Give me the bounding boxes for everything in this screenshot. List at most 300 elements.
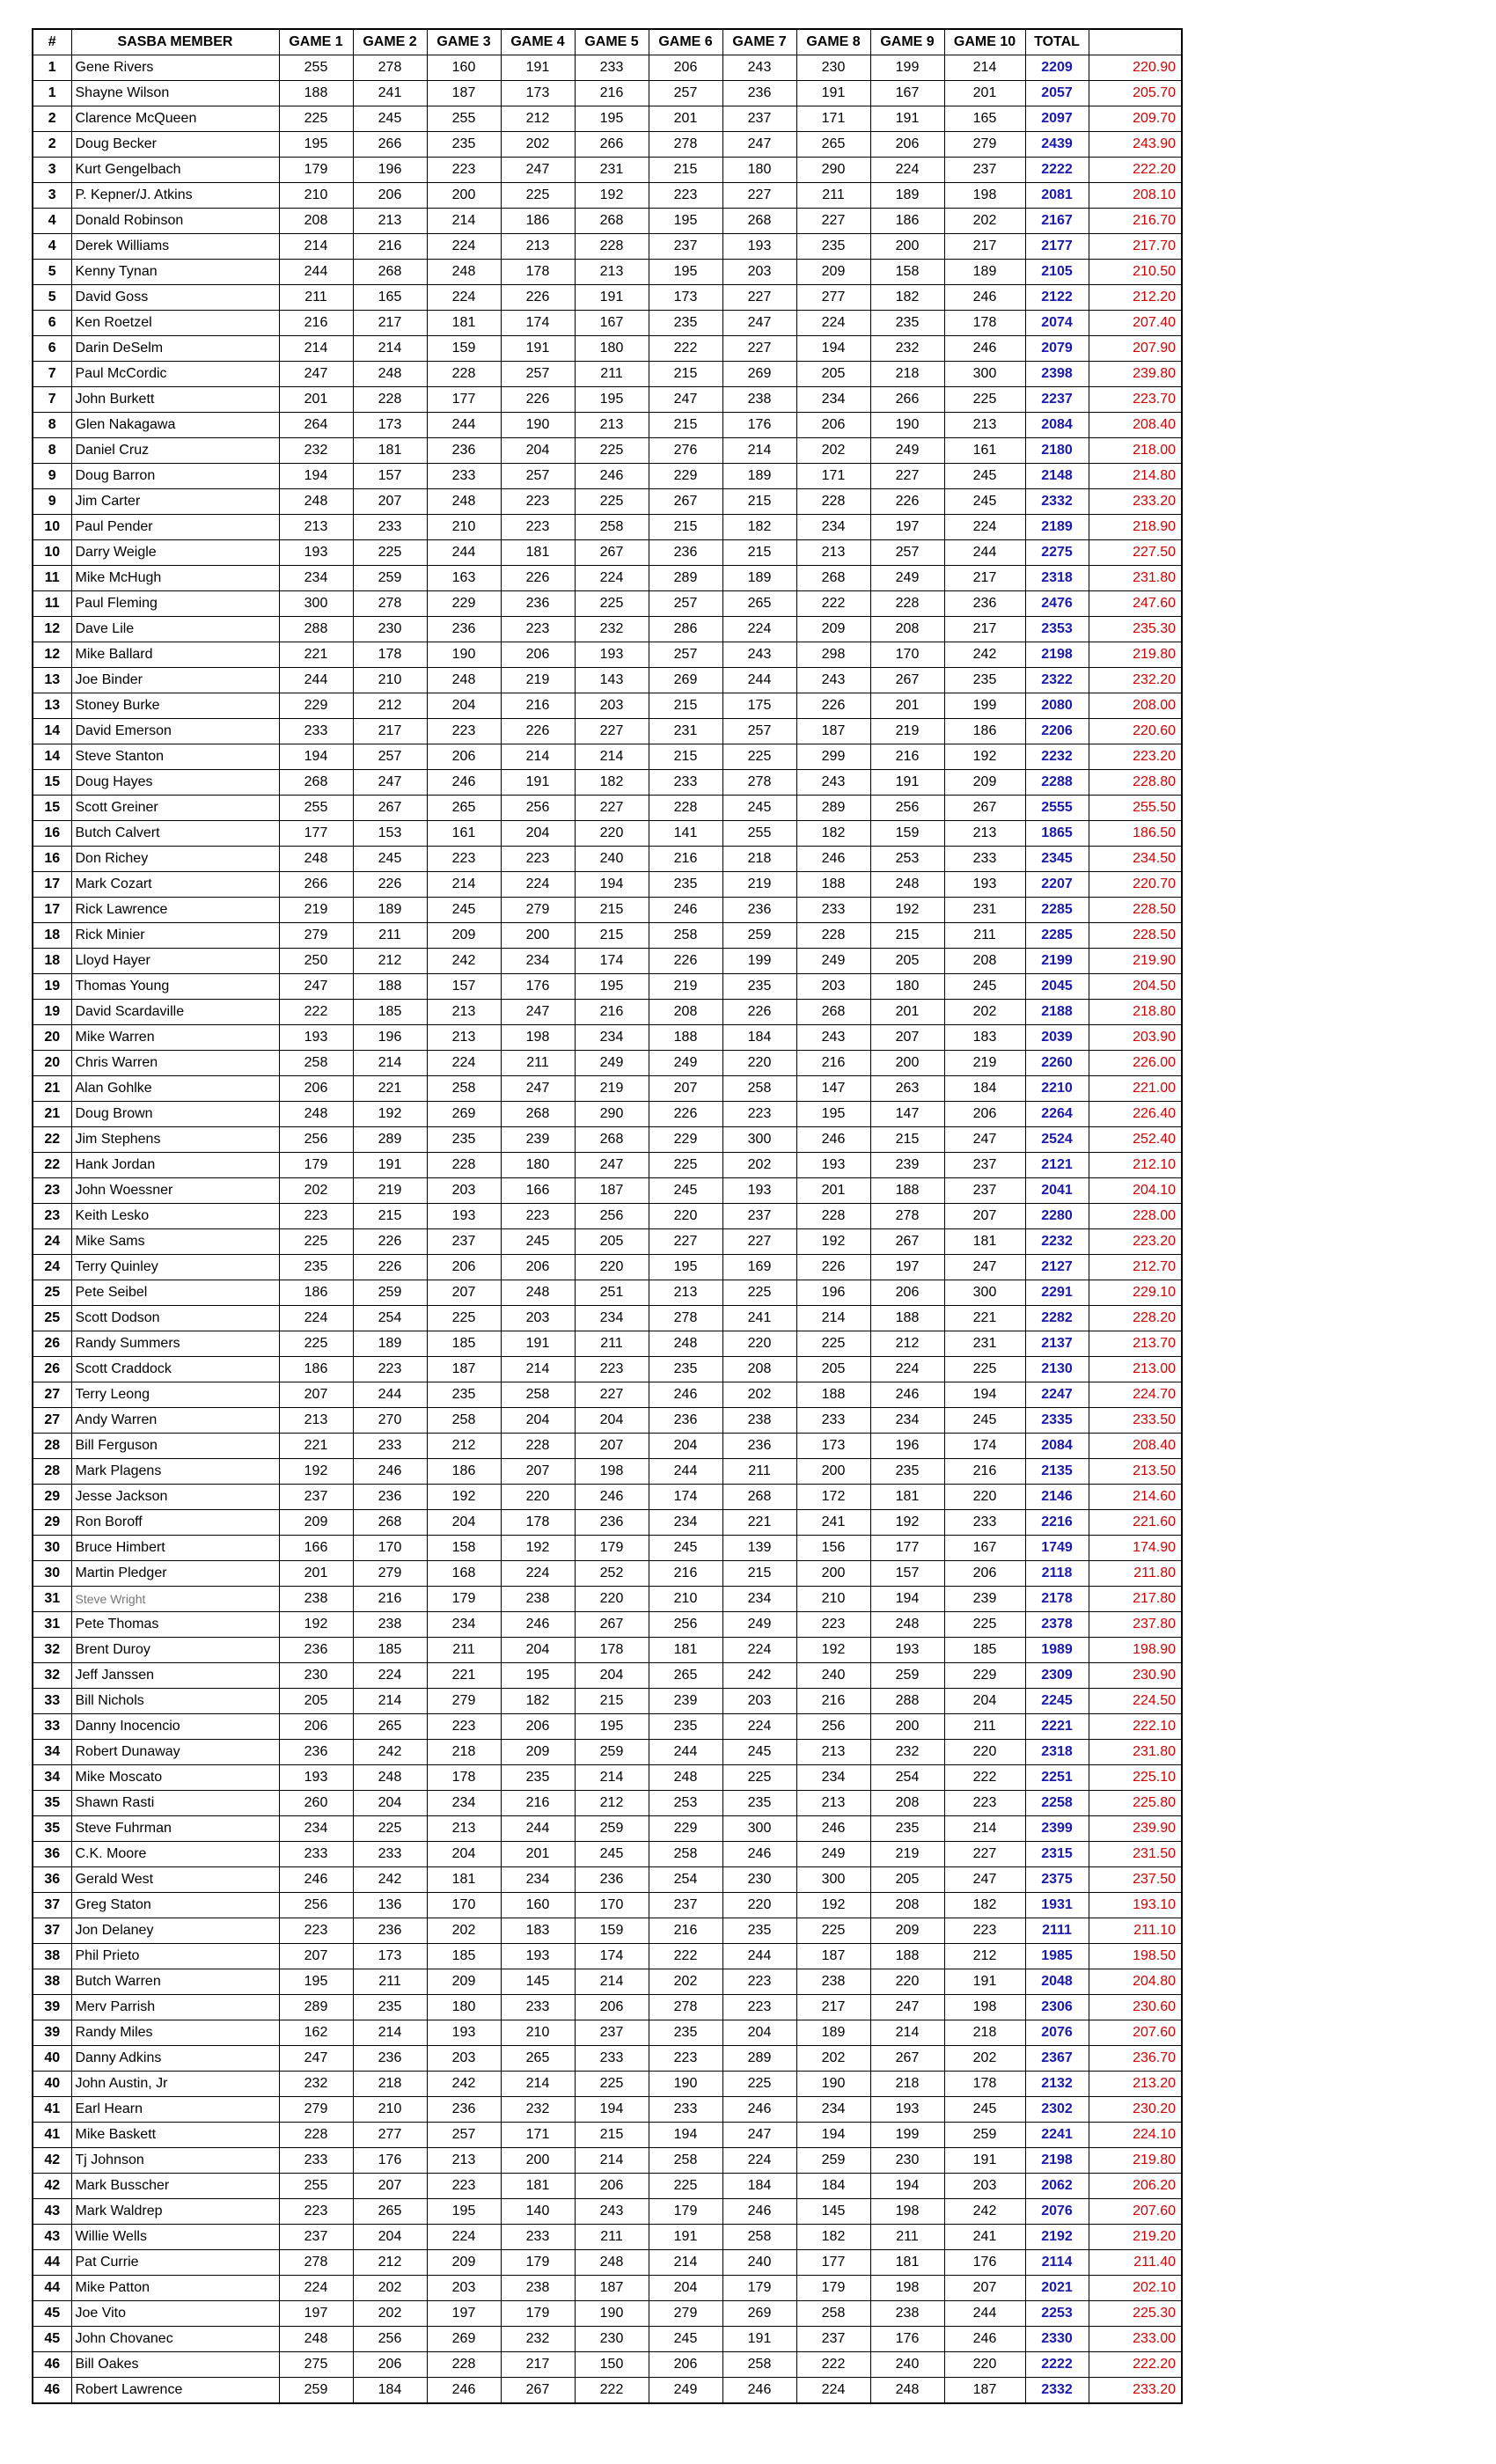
cell-game-6: 279 (649, 2301, 722, 2327)
cell-game-1: 256 (279, 1127, 353, 1153)
cell-game-7: 236 (722, 898, 796, 923)
cell-member-name: Mike McHugh (71, 566, 279, 591)
cell-game-8: 238 (796, 1969, 870, 1995)
cell-game-3: 242 (427, 2072, 501, 2097)
cell-game-1: 248 (279, 2327, 353, 2352)
cell-game-8: 147 (796, 1076, 870, 1102)
cell-game-10: 259 (944, 2123, 1025, 2148)
cell-game-4: 191 (501, 770, 575, 796)
cell-game-4: 203 (501, 1306, 575, 1331)
cell-game-1: 194 (279, 744, 353, 770)
cell-game-5: 211 (575, 1331, 649, 1357)
cell-game-10: 242 (944, 642, 1025, 668)
cell-game-8: 205 (796, 1357, 870, 1382)
cell-game-2: 245 (353, 106, 427, 132)
cell-game-6: 202 (649, 1969, 722, 1995)
cell-game-5: 220 (575, 1255, 649, 1280)
cell-game-6: 174 (649, 1485, 722, 1510)
cell-game-7: 238 (722, 1408, 796, 1434)
cell-game-1: 247 (279, 2046, 353, 2072)
cell-game-9: 259 (870, 1663, 944, 1689)
cell-game-7: 175 (722, 693, 796, 719)
cell-average: 208.40 (1089, 413, 1182, 438)
cell-game-1: 247 (279, 362, 353, 387)
cell-game-9: 208 (870, 1791, 944, 1816)
header-game-5: GAME 5 (575, 29, 649, 55)
cell-game-7: 202 (722, 1382, 796, 1408)
cell-game-7: 220 (722, 1331, 796, 1357)
cell-game-6: 195 (649, 260, 722, 285)
cell-rank: 21 (33, 1076, 71, 1102)
cell-game-2: 225 (353, 1816, 427, 1842)
cell-total: 2137 (1025, 1331, 1089, 1357)
cell-game-8: 258 (796, 2301, 870, 2327)
cell-game-10: 247 (944, 1127, 1025, 1153)
cell-game-4: 226 (501, 719, 575, 744)
header-total: TOTAL (1025, 29, 1089, 55)
cell-game-1: 216 (279, 311, 353, 336)
cell-member-name: Ron Boroff (71, 1510, 279, 1536)
cell-game-5: 227 (575, 796, 649, 821)
cell-game-5: 159 (575, 1918, 649, 1944)
cell-game-10: 219 (944, 1051, 1025, 1076)
cell-game-4: 232 (501, 2097, 575, 2123)
cell-game-5: 230 (575, 2327, 649, 2352)
table-row (33, 234, 1182, 260)
cell-game-6: 222 (649, 336, 722, 362)
cell-game-4: 247 (501, 1076, 575, 1102)
cell-game-7: 246 (722, 2199, 796, 2225)
cell-game-3: 213 (427, 1000, 501, 1025)
cell-average: 216.70 (1089, 209, 1182, 234)
cell-rank: 38 (33, 1944, 71, 1969)
cell-game-2: 233 (353, 1434, 427, 1459)
cell-game-4: 166 (501, 1178, 575, 1204)
cell-game-5: 258 (575, 515, 649, 540)
cell-game-1: 207 (279, 1382, 353, 1408)
cell-game-2: 236 (353, 1485, 427, 1510)
cell-game-10: 182 (944, 1893, 1025, 1918)
cell-game-10: 191 (944, 1969, 1025, 1995)
cell-game-2: 241 (353, 81, 427, 106)
table-row (33, 1510, 1182, 1536)
cell-game-2: 196 (353, 158, 427, 183)
cell-game-8: 222 (796, 591, 870, 617)
cell-game-5: 215 (575, 898, 649, 923)
cell-total: 2309 (1025, 1663, 1089, 1689)
cell-game-8: 246 (796, 847, 870, 872)
cell-average: 206.20 (1089, 2174, 1182, 2199)
cell-game-5: 245 (575, 1842, 649, 1867)
cell-game-4: 181 (501, 540, 575, 566)
cell-game-3: 209 (427, 2250, 501, 2276)
cell-game-4: 171 (501, 2123, 575, 2148)
cell-game-6: 244 (649, 1740, 722, 1765)
cell-game-4: 145 (501, 1969, 575, 1995)
cell-average: 228.50 (1089, 898, 1182, 923)
cell-total: 1931 (1025, 1893, 1089, 1918)
cell-game-5: 223 (575, 1357, 649, 1382)
cell-game-1: 222 (279, 1000, 353, 1025)
cell-game-10: 237 (944, 1153, 1025, 1178)
cell-game-4: 204 (501, 438, 575, 464)
cell-game-6: 215 (649, 515, 722, 540)
cell-game-1: 255 (279, 796, 353, 821)
cell-game-10: 185 (944, 1638, 1025, 1663)
cell-game-3: 204 (427, 1510, 501, 1536)
cell-game-2: 181 (353, 438, 427, 464)
cell-average: 224.50 (1089, 1689, 1182, 1714)
cell-game-4: 214 (501, 744, 575, 770)
table-row (33, 1612, 1182, 1638)
table-row (33, 183, 1182, 209)
cell-rank: 25 (33, 1306, 71, 1331)
cell-game-10: 233 (944, 1510, 1025, 1536)
cell-total: 2367 (1025, 2046, 1089, 2072)
cell-game-7: 257 (722, 719, 796, 744)
cell-game-2: 238 (353, 1612, 427, 1638)
table-row (33, 693, 1182, 719)
cell-game-2: 278 (353, 55, 427, 81)
cell-game-9: 267 (870, 668, 944, 693)
cell-game-2: 184 (353, 2378, 427, 2404)
cell-game-5: 212 (575, 1791, 649, 1816)
cell-game-4: 206 (501, 1255, 575, 1280)
header-game-6: GAME 6 (649, 29, 722, 55)
cell-member-name: Robert Dunaway (71, 1740, 279, 1765)
cell-game-8: 277 (796, 285, 870, 311)
cell-game-5: 268 (575, 209, 649, 234)
cell-game-7: 223 (722, 1102, 796, 1127)
cell-game-6: 249 (649, 1051, 722, 1076)
cell-game-8: 213 (796, 1740, 870, 1765)
table-row (33, 2020, 1182, 2046)
cell-member-name: Mike Moscato (71, 1765, 279, 1791)
cell-game-7: 215 (722, 1561, 796, 1587)
cell-game-4: 214 (501, 1357, 575, 1382)
cell-game-9: 226 (870, 489, 944, 515)
cell-game-6: 235 (649, 1357, 722, 1382)
cell-member-name: Danny Inocencio (71, 1714, 279, 1740)
cell-average: 222.10 (1089, 1714, 1182, 1740)
table-row (33, 566, 1182, 591)
cell-game-9: 197 (870, 515, 944, 540)
cell-game-5: 207 (575, 1434, 649, 1459)
cell-game-4: 190 (501, 413, 575, 438)
cell-game-10: 237 (944, 1178, 1025, 1204)
cell-total: 2555 (1025, 796, 1089, 821)
cell-game-6: 257 (649, 591, 722, 617)
cell-game-5: 234 (575, 1025, 649, 1051)
cell-game-7: 202 (722, 1153, 796, 1178)
cell-game-4: 265 (501, 2046, 575, 2072)
cell-game-5: 220 (575, 821, 649, 847)
cell-game-10: 223 (944, 1918, 1025, 1944)
cell-total: 1985 (1025, 1944, 1089, 1969)
cell-game-8: 299 (796, 744, 870, 770)
cell-member-name: Andy Warren (71, 1408, 279, 1434)
cell-average: 207.90 (1089, 336, 1182, 362)
cell-game-3: 168 (427, 1561, 501, 1587)
cell-game-9: 235 (870, 1459, 944, 1485)
cell-game-9: 209 (870, 1918, 944, 1944)
cell-game-5: 191 (575, 285, 649, 311)
cell-game-9: 266 (870, 387, 944, 413)
cell-game-6: 227 (649, 1229, 722, 1255)
cell-game-1: 193 (279, 1765, 353, 1791)
cell-game-8: 189 (796, 2020, 870, 2046)
cell-game-7: 227 (722, 183, 796, 209)
cell-game-3: 258 (427, 1076, 501, 1102)
cell-game-5: 216 (575, 1000, 649, 1025)
table-row (33, 1229, 1182, 1255)
cell-member-name: David Goss (71, 285, 279, 311)
cell-game-8: 246 (796, 1127, 870, 1153)
cell-game-8: 228 (796, 923, 870, 949)
cell-game-7: 215 (722, 489, 796, 515)
cell-average: 225.30 (1089, 2301, 1182, 2327)
cell-game-7: 191 (722, 2327, 796, 2352)
cell-average: 214.80 (1089, 464, 1182, 489)
cell-member-name: Bill Nichols (71, 1689, 279, 1714)
cell-game-4: 179 (501, 2250, 575, 2276)
cell-average: 198.50 (1089, 1944, 1182, 1969)
cell-game-10: 246 (944, 285, 1025, 311)
cell-game-4: 238 (501, 2276, 575, 2301)
cell-game-10: 217 (944, 234, 1025, 260)
cell-total: 2114 (1025, 2250, 1089, 2276)
cell-rank: 20 (33, 1051, 71, 1076)
header-game-3: GAME 3 (427, 29, 501, 55)
cell-game-3: 235 (427, 1382, 501, 1408)
cell-game-1: 179 (279, 158, 353, 183)
cell-game-7: 246 (722, 1842, 796, 1867)
cell-average: 219.90 (1089, 949, 1182, 974)
cell-game-4: 204 (501, 821, 575, 847)
cell-total: 2524 (1025, 1127, 1089, 1153)
cell-game-3: 193 (427, 1204, 501, 1229)
cell-rank: 42 (33, 2174, 71, 2199)
cell-game-6: 207 (649, 1076, 722, 1102)
cell-game-1: 275 (279, 2352, 353, 2378)
cell-game-3: 185 (427, 1944, 501, 1969)
table-row (33, 2072, 1182, 2097)
cell-game-2: 226 (353, 872, 427, 898)
cell-game-5: 236 (575, 1867, 649, 1893)
cell-game-7: 224 (722, 617, 796, 642)
cell-member-name: Jim Carter (71, 489, 279, 515)
cell-game-8: 217 (796, 1995, 870, 2020)
cell-game-8: 201 (796, 1178, 870, 1204)
table-row (33, 1969, 1182, 1995)
cell-game-5: 180 (575, 336, 649, 362)
cell-game-7: 219 (722, 872, 796, 898)
cell-total: 2247 (1025, 1382, 1089, 1408)
cell-game-3: 279 (427, 1689, 501, 1714)
cell-game-7: 245 (722, 1740, 796, 1765)
cell-average: 174.90 (1089, 1536, 1182, 1561)
cell-game-3: 265 (427, 796, 501, 821)
cell-member-name: Clarence McQueen (71, 106, 279, 132)
cell-game-5: 195 (575, 387, 649, 413)
cell-member-name: David Scardaville (71, 1000, 279, 1025)
cell-game-5: 204 (575, 1408, 649, 1434)
cell-game-7: 184 (722, 1025, 796, 1051)
cell-game-7: 300 (722, 1127, 796, 1153)
cell-game-2: 189 (353, 898, 427, 923)
cell-game-2: 173 (353, 1944, 427, 1969)
cell-game-5: 211 (575, 362, 649, 387)
cell-game-6: 276 (649, 438, 722, 464)
cell-game-1: 248 (279, 847, 353, 872)
cell-game-6: 215 (649, 158, 722, 183)
cell-rank: 46 (33, 2378, 71, 2404)
cell-game-5: 220 (575, 1587, 649, 1612)
cell-average: 219.80 (1089, 642, 1182, 668)
cell-game-10: 208 (944, 949, 1025, 974)
cell-game-7: 259 (722, 923, 796, 949)
cell-member-name: Paul Pender (71, 515, 279, 540)
cell-total: 2399 (1025, 1816, 1089, 1842)
table-row (33, 1051, 1182, 1076)
cell-game-9: 248 (870, 2378, 944, 2404)
cell-member-name: Steve Wright (71, 1587, 279, 1612)
cell-rank: 42 (33, 2148, 71, 2174)
cell-game-7: 221 (722, 1510, 796, 1536)
cell-game-2: 268 (353, 260, 427, 285)
cell-game-1: 236 (279, 1740, 353, 1765)
cell-game-6: 257 (649, 81, 722, 106)
cell-game-4: 247 (501, 1000, 575, 1025)
cell-game-6: 258 (649, 2148, 722, 2174)
cell-game-10: 247 (944, 1867, 1025, 1893)
cell-game-3: 255 (427, 106, 501, 132)
cell-game-2: 248 (353, 1765, 427, 1791)
table-row (33, 642, 1182, 668)
cell-game-2: 265 (353, 2199, 427, 2225)
cell-rank: 34 (33, 1740, 71, 1765)
table-row (33, 362, 1182, 387)
cell-average: 228.50 (1089, 923, 1182, 949)
score-rows (33, 55, 1182, 2404)
table-row (33, 591, 1182, 617)
table-row (33, 1842, 1182, 1867)
cell-game-4: 236 (501, 591, 575, 617)
cell-game-8: 194 (796, 336, 870, 362)
cell-game-2: 235 (353, 1995, 427, 2020)
cell-game-10: 214 (944, 1816, 1025, 1842)
cell-game-7: 243 (722, 55, 796, 81)
cell-game-3: 236 (427, 617, 501, 642)
cell-average: 212.70 (1089, 1255, 1182, 1280)
cell-game-8: 203 (796, 974, 870, 1000)
cell-rank: 9 (33, 489, 71, 515)
table-row (33, 744, 1182, 770)
cell-average: 222.20 (1089, 158, 1182, 183)
cell-game-6: 236 (649, 540, 722, 566)
cell-game-7: 258 (722, 2352, 796, 2378)
cell-game-9: 208 (870, 617, 944, 642)
cell-game-7: 226 (722, 1000, 796, 1025)
cell-game-2: 178 (353, 642, 427, 668)
cell-member-name: Paul McCordic (71, 362, 279, 387)
cell-average: 221.60 (1089, 1510, 1182, 1536)
cell-game-10: 245 (944, 1408, 1025, 1434)
table-row (33, 1893, 1182, 1918)
cell-game-8: 227 (796, 209, 870, 234)
cell-total: 2132 (1025, 2072, 1089, 2097)
cell-average: 223.70 (1089, 387, 1182, 413)
cell-game-9: 198 (870, 2199, 944, 2225)
cell-game-6: 269 (649, 668, 722, 693)
cell-game-5: 194 (575, 872, 649, 898)
cell-game-2: 265 (353, 1714, 427, 1740)
cell-game-9: 248 (870, 1612, 944, 1638)
cell-game-10: 191 (944, 2148, 1025, 2174)
cell-rank: 24 (33, 1229, 71, 1255)
cell-game-5: 195 (575, 1714, 649, 1740)
cell-game-3: 211 (427, 1638, 501, 1663)
cell-average: 211.40 (1089, 2250, 1182, 2276)
cell-game-7: 258 (722, 2225, 796, 2250)
cell-game-9: 201 (870, 693, 944, 719)
cell-total: 2237 (1025, 387, 1089, 413)
cell-average: 252.40 (1089, 1127, 1182, 1153)
cell-game-8: 182 (796, 821, 870, 847)
cell-game-1: 237 (279, 1485, 353, 1510)
table-row (33, 1816, 1182, 1842)
cell-game-9: 201 (870, 1000, 944, 1025)
cell-game-8: 223 (796, 1612, 870, 1638)
cell-game-4: 235 (501, 1765, 575, 1791)
cell-game-2: 242 (353, 1867, 427, 1893)
cell-game-9: 197 (870, 1255, 944, 1280)
cell-game-6: 254 (649, 1867, 722, 1893)
cell-game-7: 189 (722, 566, 796, 591)
cell-game-6: 188 (649, 1025, 722, 1051)
cell-game-8: 200 (796, 1459, 870, 1485)
header-game-4: GAME 4 (501, 29, 575, 55)
cell-member-name: Ken Roetzel (71, 311, 279, 336)
cell-game-8: 290 (796, 158, 870, 183)
cell-game-1: 247 (279, 974, 353, 1000)
cell-game-10: 220 (944, 1740, 1025, 1765)
cell-total: 2318 (1025, 566, 1089, 591)
cell-member-name: Joe Binder (71, 668, 279, 693)
cell-average: 204.50 (1089, 974, 1182, 1000)
cell-game-6: 245 (649, 1536, 722, 1561)
cell-rank: 28 (33, 1434, 71, 1459)
table-row (33, 1587, 1182, 1612)
table-row (33, 2199, 1182, 2225)
cell-game-3: 233 (427, 464, 501, 489)
cell-game-4: 257 (501, 464, 575, 489)
cell-member-name: Donald Robinson (71, 209, 279, 234)
cell-game-1: 192 (279, 1459, 353, 1485)
cell-member-name: Willie Wells (71, 2225, 279, 2250)
cell-game-5: 213 (575, 413, 649, 438)
cell-game-4: 268 (501, 1102, 575, 1127)
cell-game-10: 242 (944, 2199, 1025, 2225)
cell-member-name: Bill Oakes (71, 2352, 279, 2378)
cell-game-7: 242 (722, 1663, 796, 1689)
cell-game-3: 160 (427, 55, 501, 81)
cell-game-4: 248 (501, 1280, 575, 1306)
cell-game-1: 278 (279, 2250, 353, 2276)
cell-game-3: 209 (427, 923, 501, 949)
cell-game-5: 143 (575, 668, 649, 693)
cell-game-9: 218 (870, 2072, 944, 2097)
